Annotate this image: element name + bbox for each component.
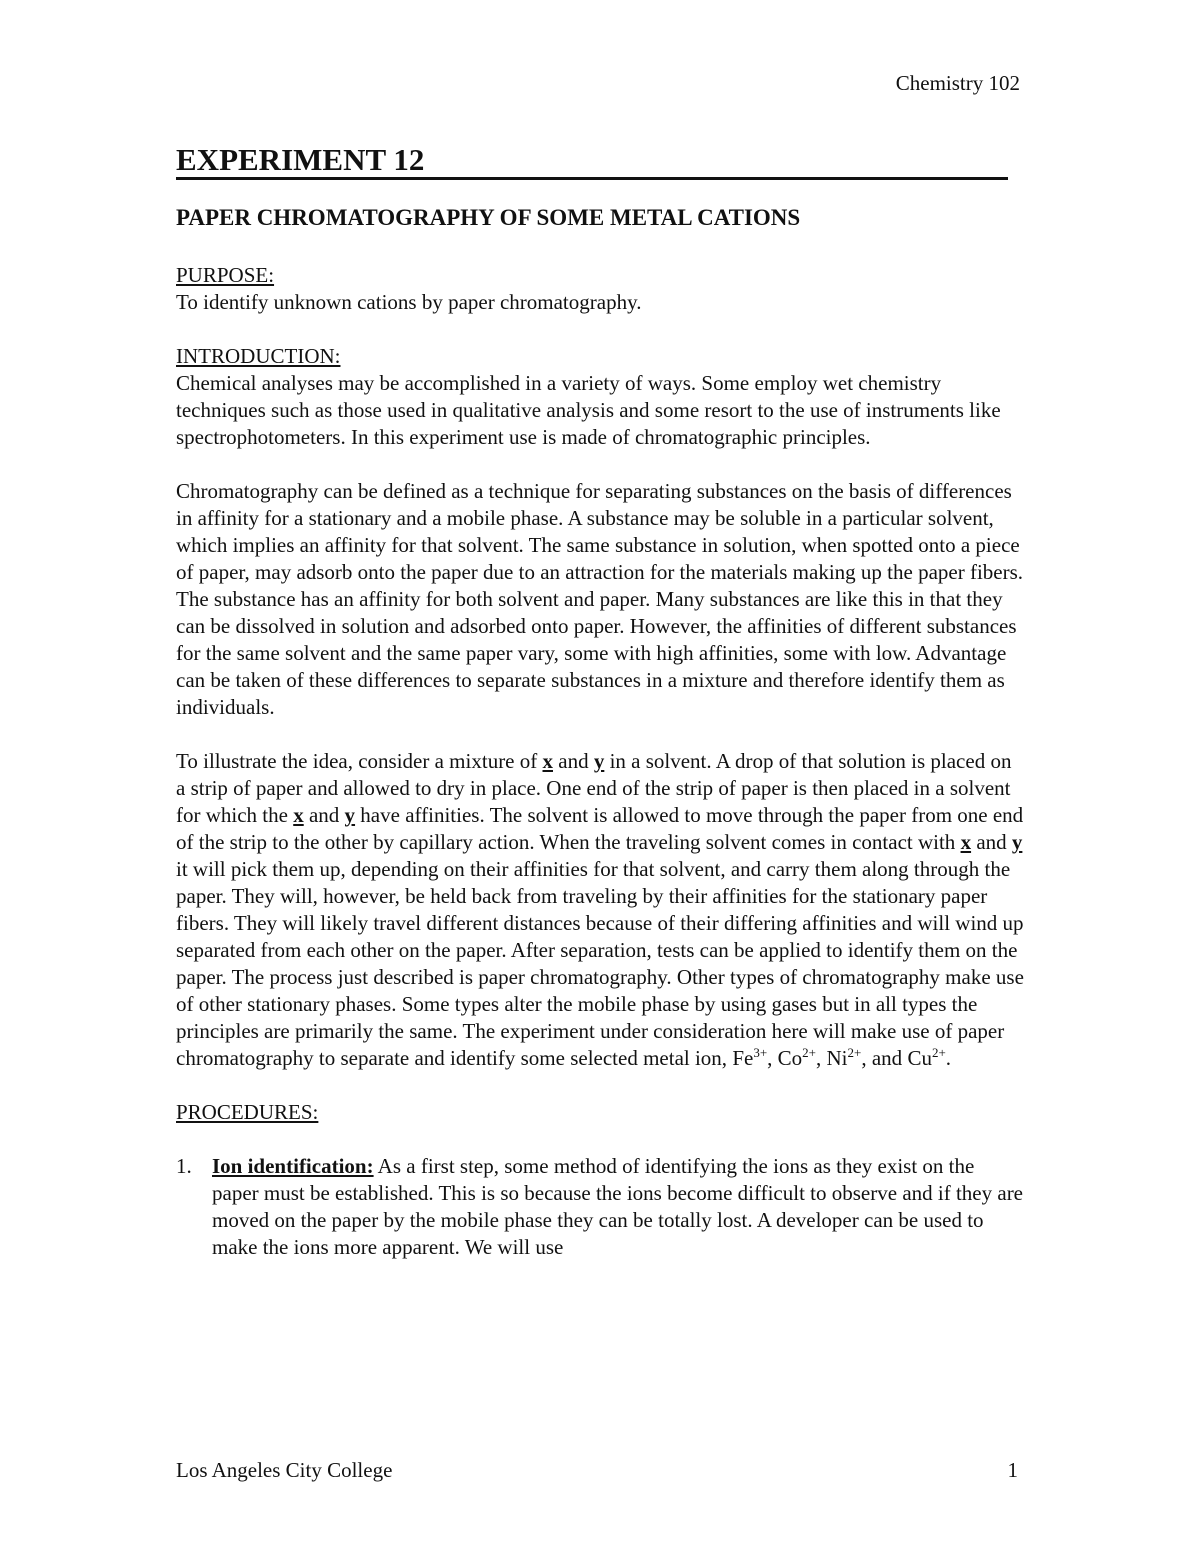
- variable-x: x: [542, 749, 553, 773]
- ion-cu: $Cu^{2+}$: [907, 1045, 946, 1070]
- variable-x: x: [960, 830, 972, 854]
- procedures-list: [176, 1153, 1026, 1261]
- ion-fe: $Fe^{3+}$: [732, 1045, 768, 1070]
- ion-co: $Co^{2+}$: [777, 1045, 817, 1070]
- variable-y: y: [344, 803, 356, 827]
- experiment-title: EXPERIMENT 12: [176, 140, 1008, 180]
- course-header: Chemistry 102: [895, 71, 1020, 95]
- ion-ni: $Ni^{2+}$: [826, 1045, 862, 1070]
- variable-x: x: [293, 803, 304, 827]
- introduction-heading: INTRODUCTION:: [176, 344, 341, 368]
- footer-institution: Los Angeles City College: [176, 1458, 393, 1482]
- procedure-title: Ion identification:: [212, 1154, 374, 1178]
- experiment-subtitle: PAPER CHROMATOGRAPHY OF SOME METAL CATIONS: [176, 205, 801, 230]
- purpose-text: To identify unknown cations by paper chromatography.: [176, 290, 642, 314]
- procedure-number: 1.: [176, 1154, 192, 1178]
- procedures-heading: PROCEDURES:: [176, 1100, 319, 1124]
- purpose-heading: PURPOSE:: [176, 263, 275, 287]
- procedure-text: As a first step, some method of identifying the ions as they exist on the paper must be established. This is so because the ions become difficult to observe and if they are moved on the paper by the mobile phase they can be totally lost. A developer can be used to make the ions more apparent. We will use: [212, 1154, 1024, 1259]
- introduction-paragraph-1: Chemical analyses may be accomplished in a variety of ways. Some employ wet chemistry techniques such as those used in qualitative analysis and some resort to the use of instruments like spectrophotometers. In this experiment use is made of chromatographic principles.: [176, 371, 1001, 449]
- introduction-paragraph-2: Chromatography can be defined as a technique for separating substances on the basis of differences in affinity for a stationary and a mobile phase. A substance may be soluble in a particular solvent, which implies an affinity for that solvent. The same substance in solution, when spotted onto a piece of paper, may adsorb onto the paper due to an attraction for the materials making up the paper fibers. The substance has an affinity for both solvent and paper. Many substances are like this in that they can be dissolved in solution and adsorbed onto paper. However, the affinities of different substances for the same solvent and the same paper vary, some with high affinities, some with low. Advantage can be taken of these differences to separate substances in a mixture and therefore identify them as individuals.: [176, 479, 1024, 719]
- page-number: 1: [1007, 1458, 1018, 1482]
- introduction-paragraph-3: To illustrate the idea, consider a mixture of x and y in a solvent. A drop of that solution is placed on a strip of paper and allowed to dry in place. One end of the strip of paper is then placed in a solvent for which the x and y have affinities. The solvent is allowed to move through the paper from one end of the strip to the other by capillary action. When the traveling solvent comes in contact with x and y it will pick them up, depending on their affinities for that solvent, and carry them along through the paper. They will, however, be held back from traveling by their affinities for the stationary paper fibers. They will likely travel different distances because of their differing affinities and will wind up separated from each other on the paper. After separation, tests can be applied to identify them on the paper. The process just described is paper chromatography. Other types of chromatography make use of other stationary phases. Some types alter the mobile phase by using gases but in all types the principles are primarily the same. The experiment under consideration here will make use of paper chromatography to separate and identify some selected metal ion, $Fe^{3+}$, $Co^{2+}$, $Ni^{2+}$, and $Cu^{2+}$.: [176, 749, 1024, 1070]
- variable-y: y: [593, 749, 605, 773]
- variable-y: y: [1011, 830, 1023, 854]
- procedure-item: [176, 1153, 1026, 1261]
- document-body: [176, 262, 1026, 1261]
